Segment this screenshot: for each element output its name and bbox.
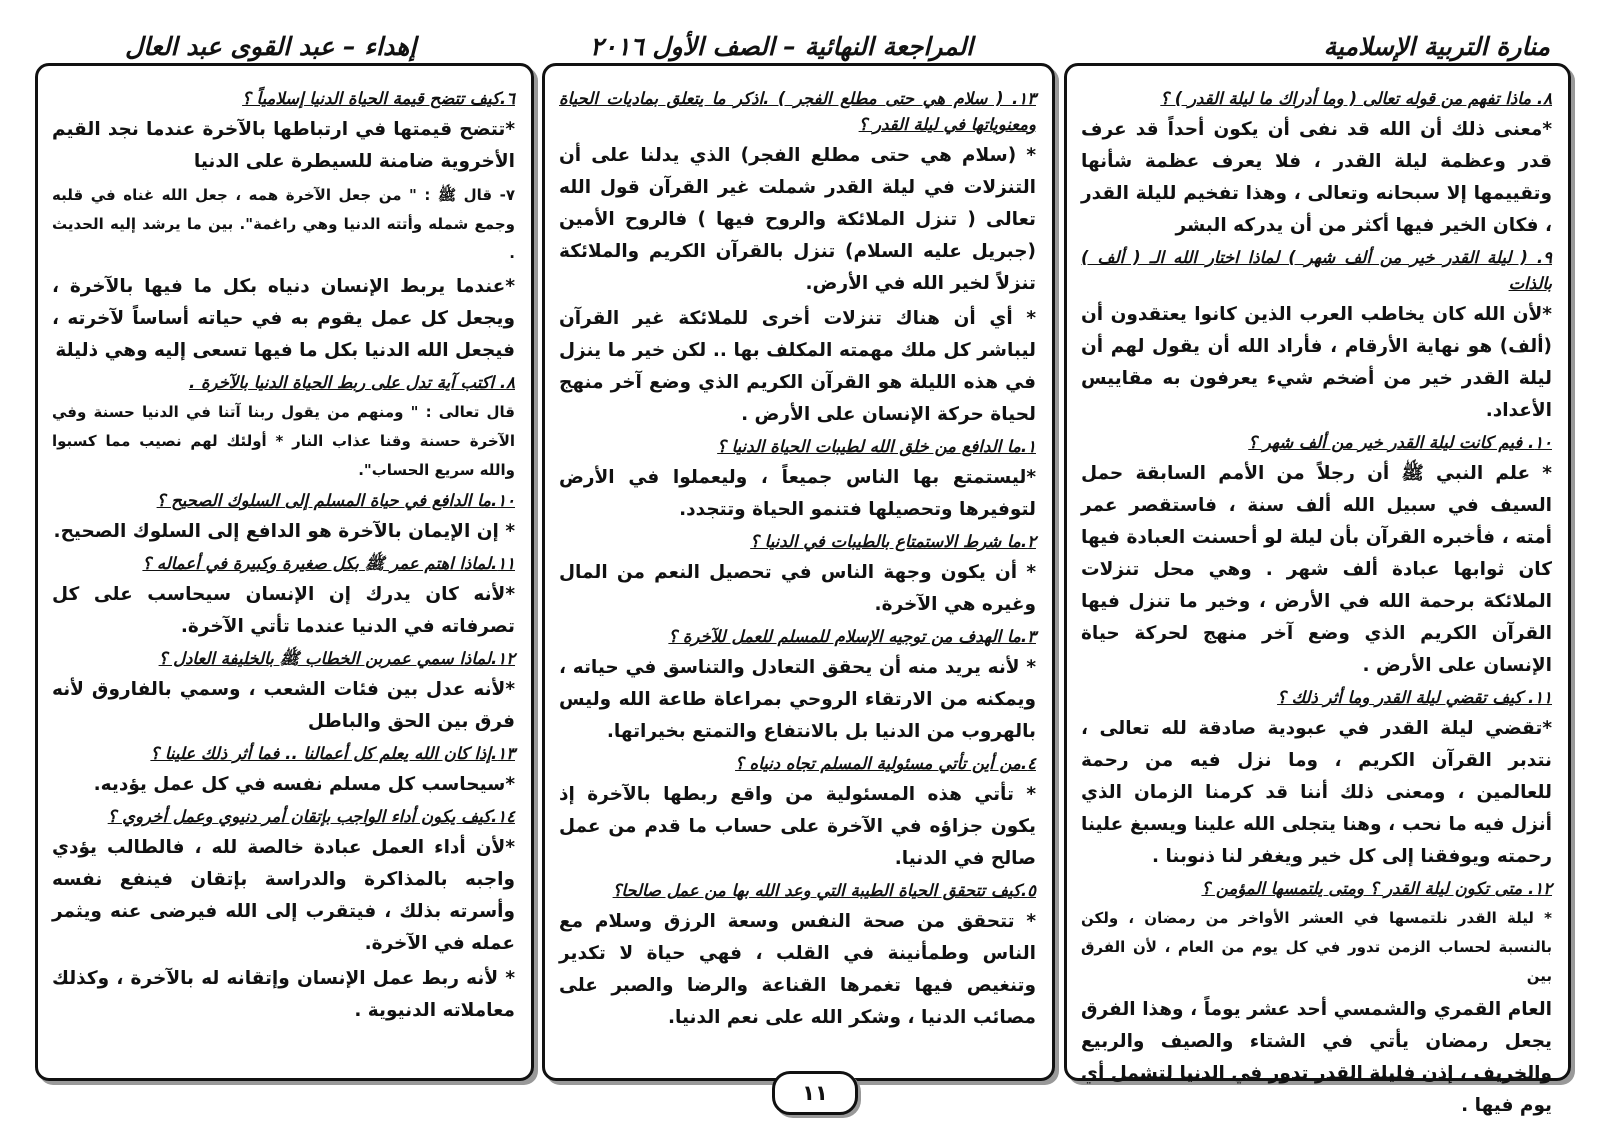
answer-text: قال تعالى : " ومنهم من يقول ربنا آتنا في الدنيا حسنة وفي الآخرة حسنة وقنا عذاب النار * أولئك لهم نصيب مما كسبوا والله سريع الحساب". (52, 403, 515, 479)
answer-text: *ليستمتع بها الناس جميعاً ، وليعملوا في الأرض لتوفيرها وتحصيلها فتنمو الحياة وتتجدد. (559, 467, 1036, 520)
answer-text: * أي أن هناك تنزلات أخرى للملائكة غير القرآن ليباشر كل ملك مهمته المكلف بها .. لكن خير ما ينزل في هذه الليلة هو القرآن الكريم الذي وضع آخر منهج لحياة حركة الإنسان على الأرض . (559, 308, 1036, 425)
answer-text: * لأنه يريد منه أن يحقق التعادل والتناسق في حياته ، ويمكنه من الارتقاء الروحي بمراعاة طاعة الله وليس بالهروب من الدنيا بل بالانتفاع والتمتع بخيراتها. (559, 657, 1036, 742)
header-title-right: منارة التربية الإسلامية (1323, 32, 1550, 61)
answer-text: *سيحاسب كل مسلم نفسه في كل عمل يؤديه. (93, 774, 515, 795)
answer-text: *معنى ذلك أن الله قد نفى أن يكون أحداً قد عرف قدر وعظمة ليلة القدر ، فلا يعرف عظمة شأنها وتقييمها إلا سبحانه وتعالى ، وهذا تفخيم لليلة القدر ، فكان الخير فيها أكثر من أن يدركه البشر (1081, 119, 1552, 236)
answer-text: *تتضح قيمتها في ارتباطها بالآخرة عندما نجد القيم الأخروية ضامنة للسيطرة على الدنيا (52, 119, 515, 172)
answer-text: * ليلة القدر نلتمسها في العشر الأواخر من رمضان ، ولكن بالنسبة لحساب الزمن تدور في كل يوم من العام ، لأن الفرق بين (1081, 909, 1552, 985)
question-heading: ٢.ما شرط الاستمتاع بالطيبات في الدنيا ؟ (750, 532, 1036, 551)
answer-text: *تقضي ليلة القدر في عبودية صادقة لله تعالى ، نتدبر القرآن الكريم ، وما نزل فيه من رحمة للعالمين ، ومعنى ذلك أننا قد كرمنا الزمان الذي أنزل فيه ما نحب ، وهنا يتجلى الله علينا ويسبغ علينا رحمته ويوفقنا إلى كل خير ويغفر لنا ذنوبنا . (1081, 718, 1552, 867)
answer-text: *عندما يربط الإنسان دنياه بكل ما فيها بالآخرة ، ويجعل كل عمل يقوم به في حياته أساساً لآخرته ، فيجعل الله الدنيا بكل ما فيها تسعى إليه وهي ذليلة (52, 276, 515, 361)
answer-text: ٧- قال ﷺ : " من جعل الآخرة همه ، جعل الله غناه في قلبه وجمع شمله وأتته الدنيا وهي راغمة". بين ما يرشد إليه الحديث . (52, 186, 515, 262)
question-heading: ١١.لماذا اهتم عمر ﷺ بكل صغيرة وكبيرة في أعماله ؟ (142, 554, 515, 573)
question-heading: ١٢. متى تكون ليلة القدر ؟ ومتى يلتمسها المؤمن ؟ (1201, 879, 1552, 898)
answer-text: * (سلام هي حتى مطلع الفجر) الذي يدلنا على أن التنزلات في ليلة القدر شملت غير القرآن قول الله تعالى ( تنزل الملائكة والروح فيها ) فالروح الأمين (جبريل عليه السلام) تنزل بالقرآن الكريم والملائكة تنزلاً لخير الله في الأرض. (559, 145, 1036, 294)
question-heading: ٤.من أين تأتي مسئولية المسلم تجاه دنياه ؟ (735, 754, 1036, 773)
question-heading: ١.ما الدافع من خلق الله لطيبات الحياة الدنيا ؟ (717, 437, 1036, 456)
question-heading: ١٣. ( سلام هي حتى مطلع الفجر ) .اذكر ما يتعلق بماديات الحياة ومعنوياتها في ليلة القدر ؟ (559, 89, 1036, 134)
question-heading: ٦.كيف تتضح قيمة الحياة الدنيا إسلامياً ؟ (242, 89, 515, 108)
question-heading: ٨. ماذا تفهم من قوله تعالى ( وما أدراك ما ليلة القدر ) ؟ (1160, 89, 1552, 108)
question-heading: ٩. ( ليلة القدر خير من ألف شهر ) لماذا اختار الله الـ ( ألف ) بالذات (1081, 248, 1552, 293)
question-heading: ٥.كيف تتحقق الحياة الطيبة التي وعد الله بها من عمل صالحا؟ (612, 881, 1036, 900)
question-heading: ١٠.ما الدافع في حياة المسلم إلى السلوك الصحيح ؟ (156, 491, 515, 510)
answer-text: *لأنه عدل بين فئات الشعب ، وسمي بالفاروق لأنه فرق بين الحق والباطل (52, 679, 515, 732)
answer-text: * إن الإيمان بالآخرة هو الدافع إلى السلوك الصحيح. (53, 521, 515, 542)
question-heading: ١٠. فيم كانت ليلة القدر خير من ألف شهر ؟ (1248, 433, 1552, 452)
answer-text: *لأنه كان يدرك إن الإنسان سيحاسب على كل تصرفاته في الدنيا عندما تأتي الآخرة. (52, 584, 515, 637)
answer-text: *لأن أداء العمل عبادة خالصة لله ، فالطالب يؤدي واجبه بالمذاكرة والدراسة بإتقان فينفع نفسه وأسرته بذلك ، فيتقرب إلى الله فيرضى عنه ويثمر عمله في الآخرة. (52, 837, 515, 954)
answer-text: * تأتي هذه المسئولية من واقع ربطها بالآخرة إذ يكون جزاؤه في الآخرة على حساب ما قدم من عمل صالح في الدنيا. (559, 784, 1036, 869)
page-number: ١١ (772, 1071, 858, 1115)
question-heading: ١٤.كيف يكون أداء الواجب بإتقان أمر دنيوي وعمل أخروي ؟ (107, 807, 515, 826)
header-title-left: إهداء – عبد القوى عبد العال (125, 32, 417, 61)
column-left (35, 63, 534, 1081)
question-heading: ٣.ما الهدف من توجيه الإسلام للمسلم للعمل للآخرة ؟ (668, 627, 1036, 646)
column-middle (542, 63, 1055, 1081)
question-heading: ٨. اكتب آية تدل على ربط الحياة الدنيا بالآخرة . (188, 373, 515, 392)
answer-text: * لأنه ربط عمل الإنسان وإتقانه له بالآخرة ، وكذلك معاملاته الدنيوية . (52, 968, 515, 1021)
answer-text: * علم النبي ﷺ أن رجلاً من الأمم السابقة حمل السيف في سبيل الله ألف سنة ، فاستقصر عمر أمته ، فأخبره القرآن بأن ليلة لو أحسنت العبادة فيها كان ثوابها عبادة ألف شهر . وهي محل تنزلات الملائكة برحمة الله في الأرض ، وخير ما تنزل فيها القرآن الكريم الذي وضع آخر منهج لحركة حياة الإنسان على الأرض . (1081, 463, 1552, 676)
answer-text: *لأن الله كان يخاطب العرب الذين كانوا يعتقدون أن (ألف) هو نهاية الأرقام ، فأراد الله أن يقول لهم أن ليلة القدر خير من أضخم شيء يعرفون به مقاييس الأعداد. (1081, 304, 1552, 421)
answer-text: * تتحقق من صحة النفس وسعة الرزق وسلام مع الناس وطمأنينة في القلب ، فهي حياة لا تكدير وتنغيص فيها تغمرها القناعة والرضا والصبر على مصائب الدنيا ، وشكر الله على نعم الدنيا. (559, 911, 1036, 1028)
question-heading: ١١. كيف تقضي ليلة القدر وما أثر ذلك ؟ (1277, 688, 1552, 707)
question-heading: ١٣.إذا كان الله يعلم كل أعمالنا .. فما أثر ذلك علينا ؟ (150, 744, 515, 763)
answer-text: العام القمري والشمسي أحد عشر يوماً ، وهذا الفرق يجعل رمضان يأتي في الشتاء والصيف والربيع والخريف ، إذن فليلة القدر تدور في الدنيا لتشمل أي يوم فيها . (1081, 999, 1552, 1116)
header-title-middle: المراجعة النهائية – الصف الأول ٢٠١٦ (590, 32, 974, 61)
answer-text: * أن يكون وجهة الناس في تحصيل النعم من المال وغيره هي الآخرة. (559, 562, 1036, 615)
question-heading: ١٢.لماذا سمي عمربن الخطاب ﷺ بالخليفة العادل ؟ (158, 649, 515, 668)
column-right (1064, 63, 1571, 1116)
